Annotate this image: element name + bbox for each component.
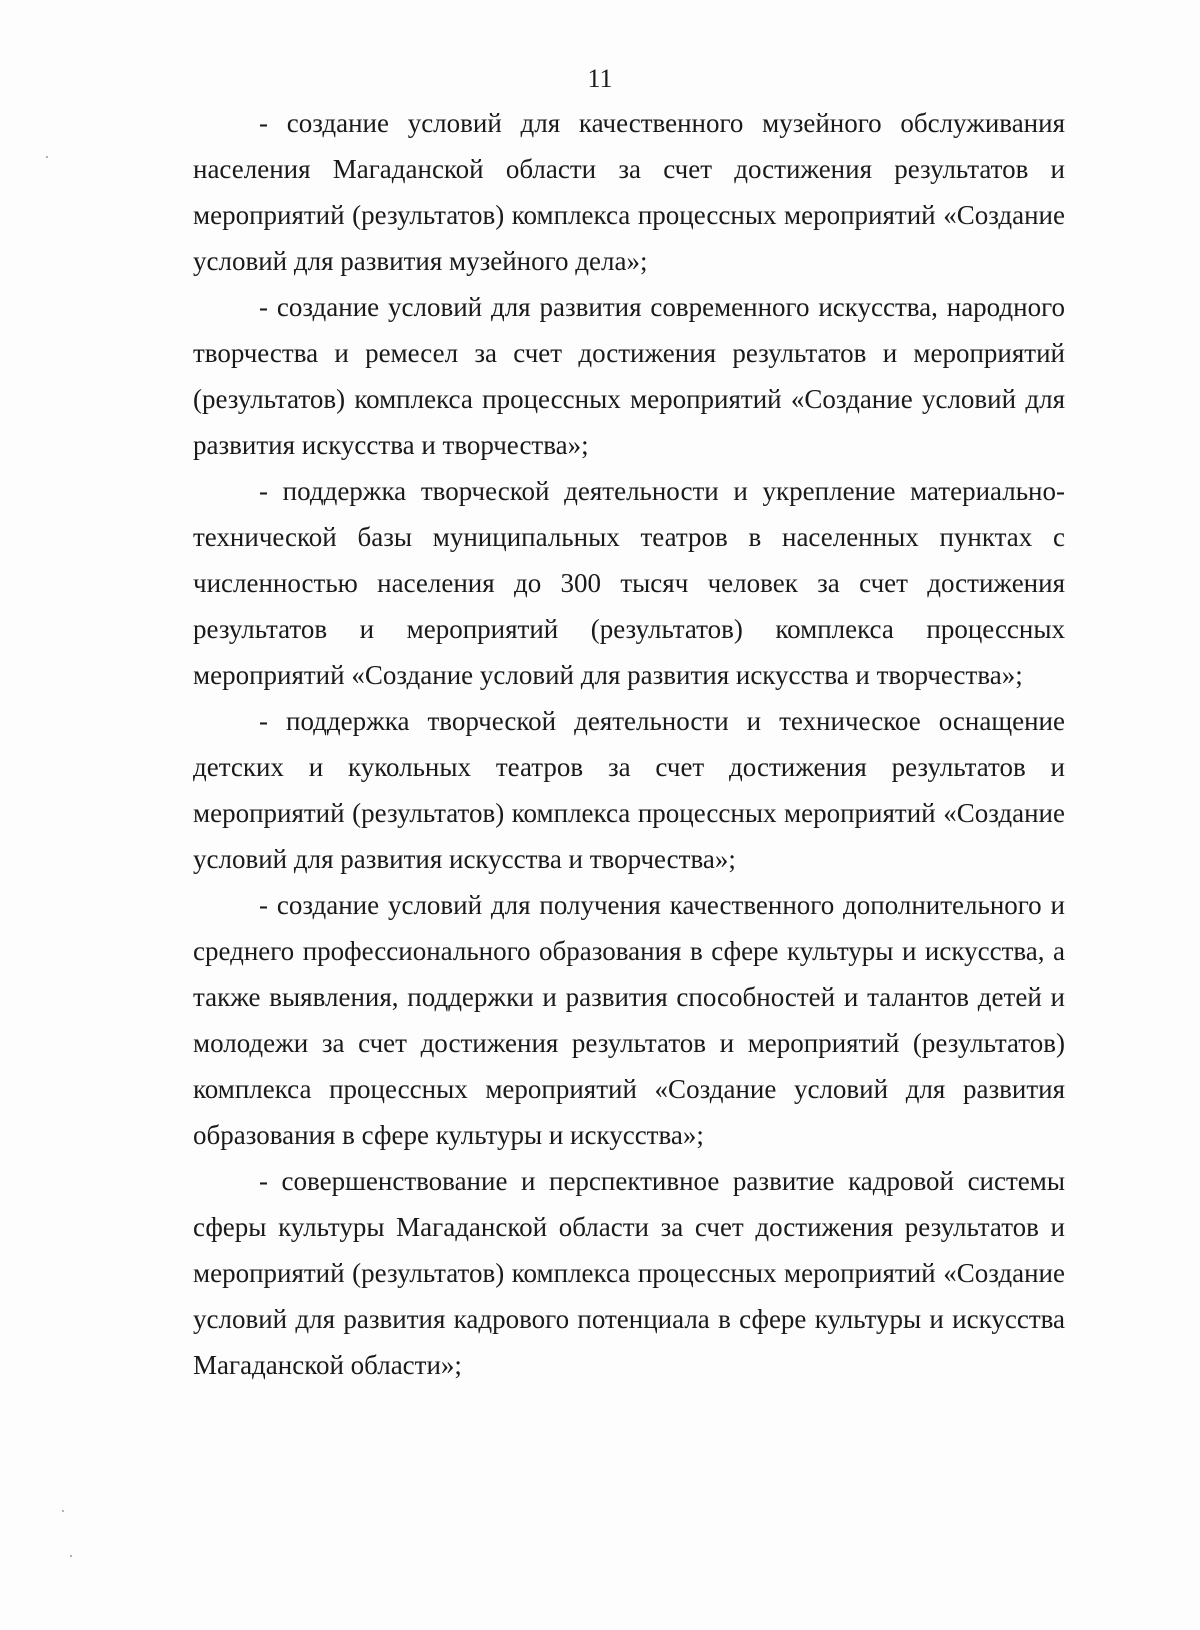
scan-speck [70, 1555, 72, 1557]
paragraph-personnel-system: - совершенствование и перспективное развитие кадровой системы сферы культуры Магаданской области за счет достижения результатов и мероприятий (результатов) комплекса процессных мероприятий «Создание условий для развития кадрового потенциала в сфере культуры и искусства Магаданской области»; [193, 1166, 1065, 1380]
document-body [193, 100, 1065, 1388]
paragraph-museum-services: - создание условий для качественного музейного обслуживания населения Магаданской области за счет достижения результатов и мероприятий (результатов) комплекса процессных мероприятий «Создание условий для развития музейного дела»; [193, 108, 1065, 276]
scan-speck [62, 1510, 64, 1512]
paragraph-children-puppet-theatres: - поддержка творческой деятельности и техническое оснащение детских и кукольных театров за счет достижения результатов и мероприятий (результатов) комплекса процессных мероприятий «Создание условий для развития искусства и творчества»; [193, 706, 1065, 874]
page-number: 11 [587, 64, 613, 93]
paragraph-contemporary-art: - создание условий для развития современного искусства, народного творчества и ремесел за счет достижения результатов и мероприятий (результатов) комплекса процессных мероприятий «Создание условий для развития искусства и творчества»; [193, 292, 1065, 460]
paragraph-arts-education: - создание условий для получения качественного дополнительного и среднего профессионального образования в сфере культуры и искусства, а также выявления, поддержки и развития способностей и талантов детей и молодежи за счет достижения результатов и мероприятий (результатов) комплекса процессных мероприятий «Создание условий для развития образования в сфере культуры и искусства»; [193, 890, 1065, 1150]
scan-speck [46, 156, 48, 158]
paragraph-municipal-theatres: - поддержка творческой деятельности и укрепление материально-технической базы муниципальных театров в населенных пунктах с численностью населения до 300 тысяч человек за счет достижения результатов и мероприятий (результатов) комплекса процессных мероприятий «Создание условий для развития искусства и творчества»; [193, 476, 1065, 690]
